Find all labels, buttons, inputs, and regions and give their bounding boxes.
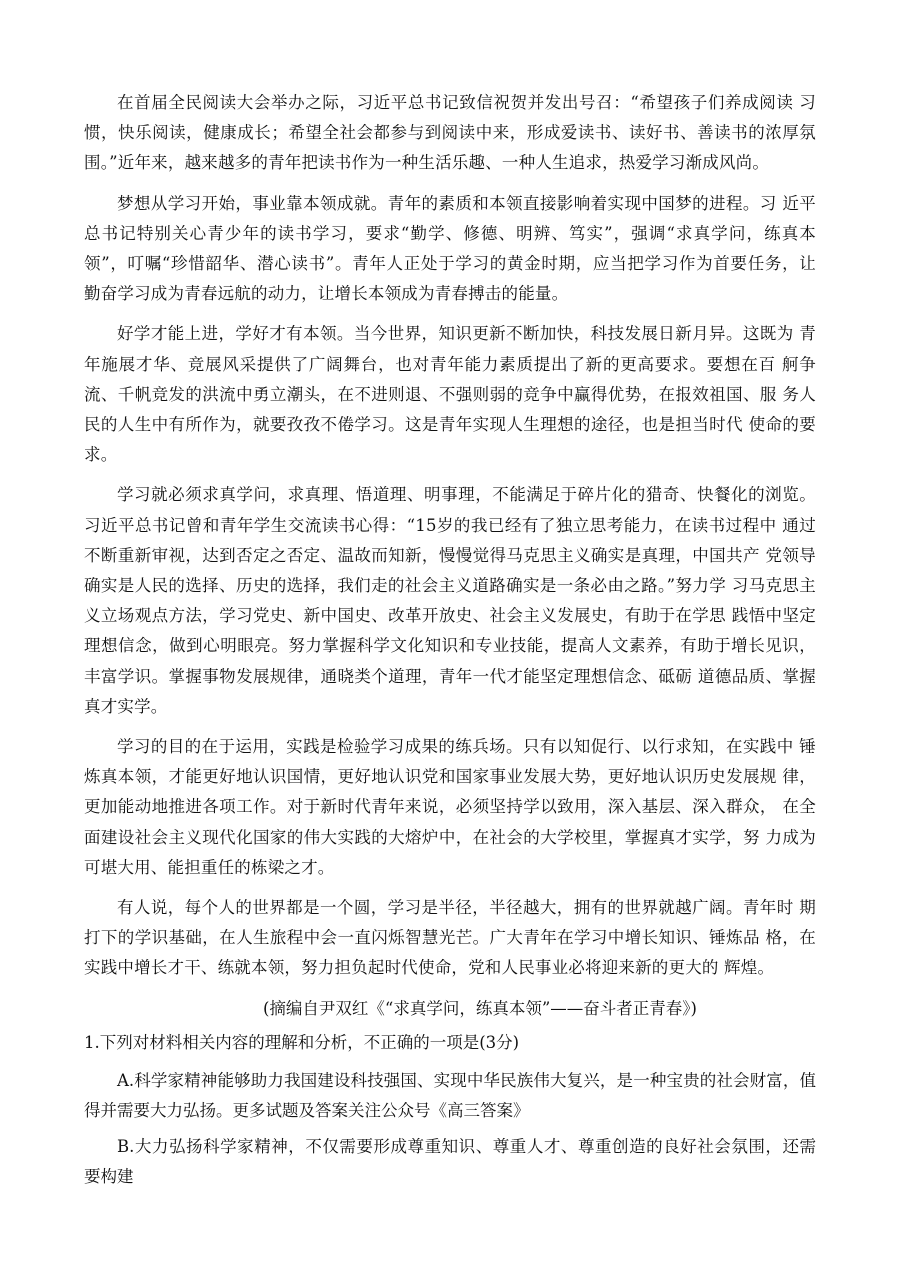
article-paragraph-2: 梦想从学习开始，事业靠本领成就。青年的素质和本领直接影响着实现中国梦的进程。习 近平总书记特别关心青少年的读书学习，要求“勤学、修德、明辨、笃实”，强调“求真学问，练真本 领”，叮嘱“珍惜韶华、潜心读书”。青年人正处于学习的黄金时期，应当把学习作为首要任务，让 勤奋学习成为青春远航的动力，让增长本领成为青春搏击的能量。 (84, 193, 816, 304)
question-1-stem: 1.下列对材料相关内容的理解和分析，不正确的一项是(3分) (84, 1032, 520, 1052)
article-paragraph-1: 在首届全民阅读大会举办之际，习近平总书记致信祝贺并发出号召：“希望孩子们养成阅读 习惯，快乐阅读，健康成长；希望全社会都参与到阅读中来，形成爱读书、读好书、善读书的浓厚氛围。”近年来，越来越多的青年把读书作为一种生活乐趣、一种人生追求，热爱学习渐成风尚。 (84, 93, 816, 173)
article-source: (摘编自尹双红《“求真学问，练真本领”——奋斗者正青春》) (263, 998, 697, 1018)
article-paragraph-5: 学习的目的在于运用，实践是检验学习成果的练兵场。只有以知促行、以行求知，在实践中 锤炼真本领，才能更好地认识国情，更好地认识党和国家事业发展大势，更好地认识历史发展规 律，更加能动地推进各项工作。对于新时代青年来说，必须坚持学以致用，深入基层、深入群众， 在全面建设社会主义现代化国家的伟大实践的大熔炉中，在社会的大学校里，掌握真才实学，努 力成为可堪大用、能担重任的栋梁之才。 (84, 737, 816, 877)
question-1-option-a: A.科学家精神能够助力我国建设科技强国、实现中华民族伟大复兴，是一种宝贵的社会财富，值得并需要大力弘扬。更多试题及答案关注公众号《高三答案》 (84, 1070, 816, 1120)
article-paragraph-6: 有人说，每个人的世界都是一个圆，学习是半径，半径越大，拥有的世界就越广阔。青年时 期打下的学识基础，在人生旅程中会一直闪烁智慧光芒。广大青年在学习中增长知识、锤炼品 格，在实践中增长才干、练就本领，努力担负起时代使命，党和人民事业必将迎来新的更大的 辉煌。 (84, 898, 816, 978)
document-page (84, 88, 816, 1198)
question-1-option-b: B.大力弘扬科学家精神，不仅需要形成尊重知识、尊重人才、尊重创造的良好社会氛围，还需 要构建 (84, 1136, 816, 1186)
article-paragraph-3: 好学才能上进，学好才有本领。当今世界，知识更新不断加快，科技发展日新月异。这既为 青年施展才华、竞展风采提供了广阔舞台，也对青年能力素质提出了新的更高要求。要想在百 舸争流、千帆竞发的洪流中勇立潮头，在不进则退、不强则弱的竞争中赢得优势，在报效祖国、服 务人民的人生中有所作为，就要孜孜不倦学习。这是青年实现人生理想的途径，也是担当时代 使命的要求。 (84, 324, 816, 465)
article-paragraph-4: 学习就必须求真学问，求真理、悟道理、明事理，不能满足于碎片化的猎奇、快餐化的浏览。 习近平总书记曾和青年学生交流读书心得：“15岁的我已经有了独立思考能力，在读书过程中 通过不断重新审视，达到否定之否定、温故而知新，慢慢觉得马克思主义确实是真理，中国共产 党领导确实是人民的选择、历史的选择，我们走的社会主义道路确实是一条必由之路。”努力学 习马克思主义立场观点方法，学习党史、新中国史、改革开放史、社会主义发展史，有助于在学思 践悟中坚定理想信念，做到心明眼亮。努力掌握科学文化知识和专业技能，提高人文素养，有助于增长见识，丰富学识。掌握事物发展规律，通晓类个道理，青年一代才能坚定理想信念、砥砺 道德品质、掌握真才实学。 (84, 485, 816, 716)
